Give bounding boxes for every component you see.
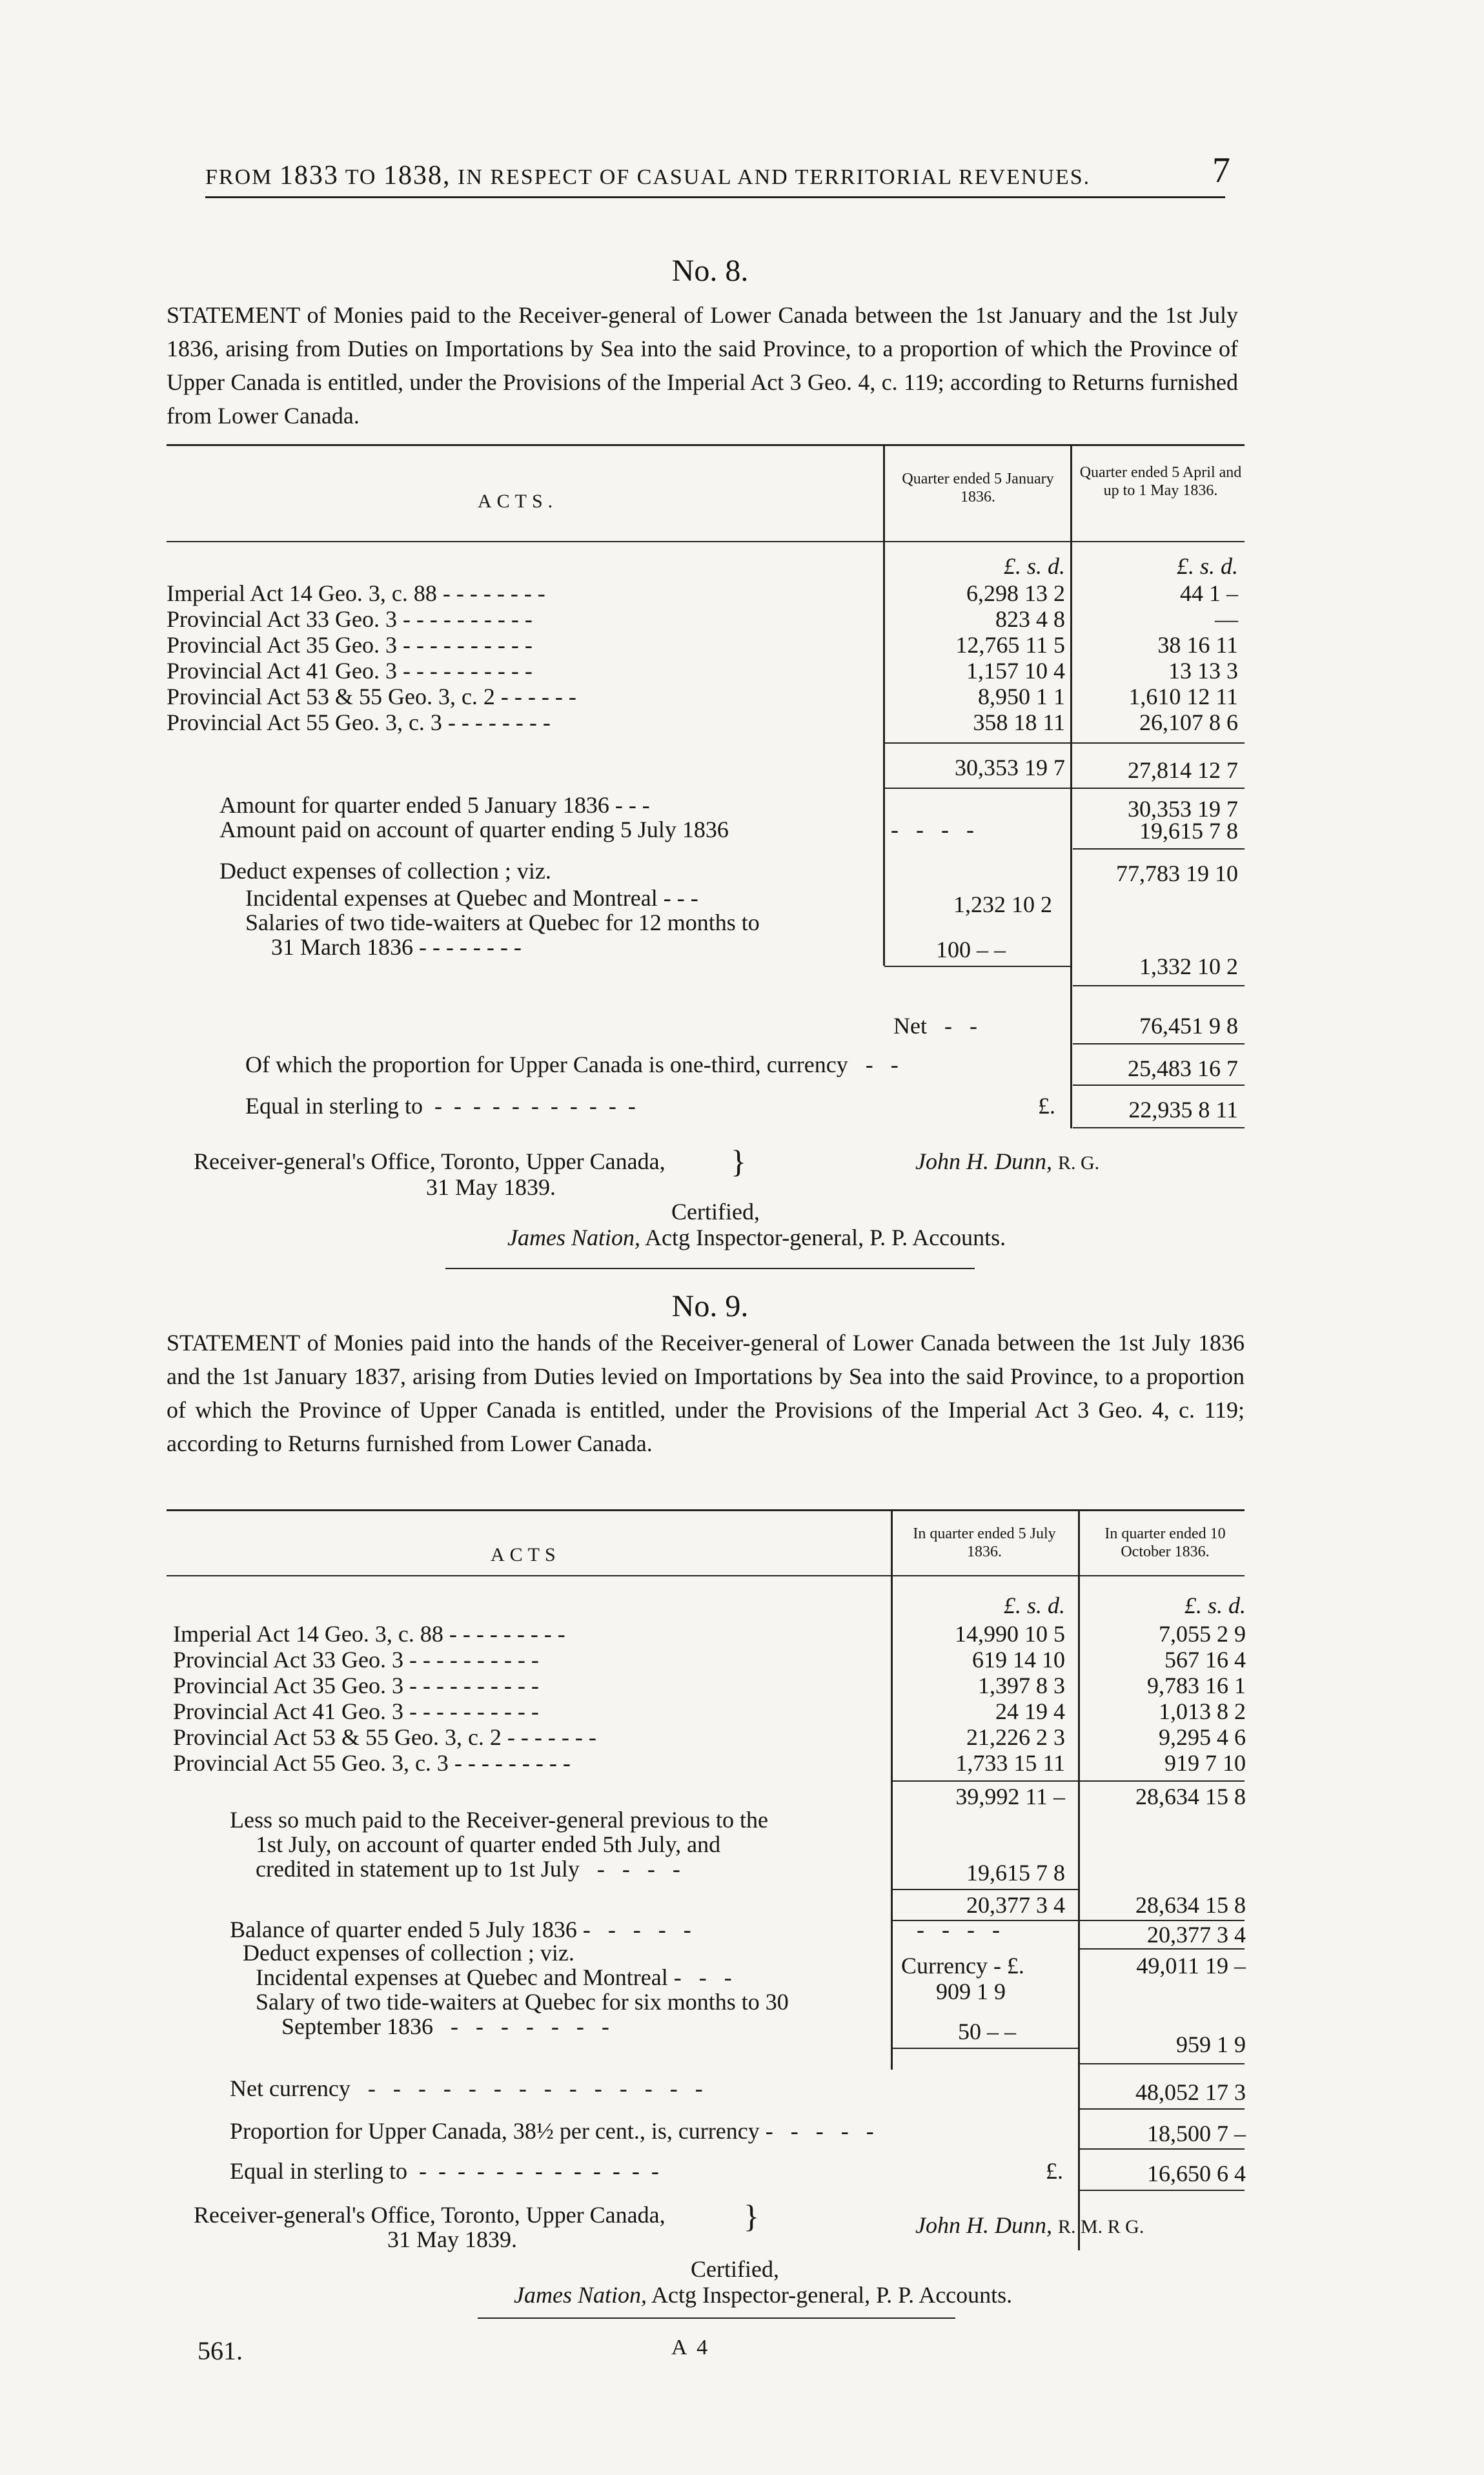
table-row: Provincial Act 33 Geo. 3 - - - - - - - - - - [173,1647,539,1673]
subtotal-rule [892,2048,1079,2049]
table-cell: 9,295 4 6 [1159,1724,1246,1750]
column-total: 30,353 19 7 [955,755,1065,780]
incidental-value: 909 1 9 [936,1979,1006,2004]
pound-symbol: £. [1046,2158,1063,2184]
total-rule [884,742,1245,744]
dash-leader: - - - - [917,1917,1000,1942]
unit-label: £. s. d. [1184,1593,1246,1618]
sterling-value: 16,650 6 4 [1147,2161,1246,2186]
table-cell: 567 16 4 [1164,1647,1246,1673]
table-row: Provincial Act 33 Geo. 3 - - - - - - - - - - [167,606,533,632]
column-header-quarter: In quarter ended 5 July 1836. [913,1525,1056,1560]
proportion-label: Of which the proportion for Upper Canada is one-third, currency - - [245,1052,899,1077]
running-header [205,160,1090,191]
dash-leader: - - - - [891,817,974,842]
total-rule [884,788,1245,789]
net-value: 48,052 17 3 [1135,2079,1246,2105]
amount-quarter-value: 30,353 19 7 [1128,796,1238,822]
net-label: Net - - [893,1013,977,1039]
column-header-quarter: Quarter ended 5 April and up to 1 May 1836. [1079,464,1242,499]
statement-intro: STATEMENT of Monies paid to the Receiver-general of Lower Canada between the 1st January and the 1st July 1836, arising from Duties on Importations by Sea into the said Province, to a proportion of which the Province of Upper Canada is entitled, under the Provisions of the Imperial Act 3 Geo. 4, c. 119; according to Returns furnished from Lower Canada. [167,302,1238,429]
header-bottom-rule [167,1575,1245,1576]
table-cell: 14,990 10 5 [955,1621,1065,1647]
table-cell: 1,733 15 11 [955,1750,1065,1776]
table-cell: 38 16 11 [1157,632,1238,658]
subtotal-rule [1079,2063,1245,2064]
salaries-value: 100 – – [936,937,1006,962]
document-number: 561. [198,2336,243,2365]
less-value: 19,615 7 8 [966,1860,1065,1886]
header-year: 1838, [383,161,451,190]
brace: } [744,2198,759,2234]
header-text: TO [345,165,377,189]
table-cell: 1,157 10 4 [966,658,1065,684]
table-top-rule [167,444,1245,446]
incidental-value: 1,232 10 2 [953,891,1052,917]
subtotal-rule [1073,1043,1245,1044]
table-cell: 8,950 1 1 [978,684,1065,709]
table-cell: 12,765 11 5 [955,632,1065,658]
subtotal-rule [1073,1085,1245,1086]
inspector-signature: James Nation, Actg Inspector-general, P. P. Accounts. [514,2282,1013,2308]
total-rule [892,1780,1245,1782]
office-line: Receiver-general's Office, Toronto, Upper Canada, [194,1148,666,1174]
subtotal-rule [1073,1127,1245,1128]
deduct-total: 77,783 19 10 [1116,861,1238,886]
subtotal-rule [1073,848,1245,850]
subtotal-rule [1073,985,1245,986]
subtotal-rule [1079,2148,1245,2150]
table-cell: 13 13 3 [1168,658,1238,684]
table-row: Provincial Act 35 Geo. 3 - - - - - - - - - - [173,1673,539,1698]
table-row: Provincial Act 53 & 55 Geo. 3, c. 2 - - - - - - [167,684,576,709]
subtotal-rule [1079,2190,1245,2191]
deduct-label: Deduct expenses of collection ; viz. [243,1940,574,1966]
table-cell: 823 4 8 [995,606,1065,632]
table-cell: 358 18 11 [973,709,1065,735]
section-title: No. 8. [671,254,749,288]
column-divider [883,444,885,966]
subtotal-rule [1079,1948,1245,1950]
amount-paid-value: 19,615 7 8 [1139,818,1238,844]
table-cell: 44 1 – [1180,580,1238,606]
header-text: IN RESPECT OF CASUAL AND TERRITORIAL REVENUES. [457,165,1091,189]
sterling-label: Equal in sterling to - - - - - - - - - - - - - [230,2158,659,2184]
column-total: 27,814 12 7 [1128,757,1238,783]
table-cell: 919 7 10 [1164,1750,1246,1776]
proportion-value: 25,483 16 7 [1128,1055,1238,1081]
page-number: 7 [1212,150,1230,190]
table-cell: 26,107 8 6 [1139,709,1238,735]
signature: John H. Dunn, R. M. R G. [915,2212,1144,2238]
column-header-quarter: Quarter ended 5 January 1836. [902,471,1054,505]
pound-symbol: £. [1038,1093,1055,1119]
table-cell: 7,055 2 9 [1159,1621,1246,1647]
office-date: 31 May 1839. [387,2226,517,2252]
column-divider [1070,444,1072,1128]
header-year: 1833 [279,161,339,190]
amount-quarter-label: Amount for quarter ended 5 January 1836 - - - [219,792,650,818]
deduct-label: Deduct expenses of collection ; viz. [219,858,551,884]
balance-value: 28,634 15 8 [1135,1892,1246,1918]
amount-paid-label: Amount paid on account of quarter ending 5 July 1836 [219,817,729,842]
inspector-signature: James Nation, Actg Inspector-general, P. P. Accounts. [507,1225,1006,1250]
proportion-value: 18,500 7 – [1147,2121,1246,2146]
unit-label: £. s. d. [1176,553,1238,579]
statement-intro: STATEMENT of Monies paid into the hands of the Receiver-general of Lower Canada between the 1st July 1836 and the 1st January 1837, arising from Duties levied on Importations by Sea into the said Province, to a proportion of which the Province of Upper Canada is entitled, under the Provisions of the Imperial Act 3 Geo. 4, c. 119; according to Returns furnished from Lower Canada. [167,1330,1245,1456]
table-cell: 24 19 4 [995,1698,1065,1724]
header-text: FROM [205,165,273,189]
table-row: Provincial Act 55 Geo. 3, c. 3 - - - - - - - - [167,709,551,735]
deduct-total: 49,011 19 – [1136,1953,1246,1979]
table-cell: 9,783 16 1 [1147,1673,1246,1698]
expenses-total: 959 1 9 [1176,2032,1246,2057]
balance-value: 20,377 3 4 [966,1892,1065,1918]
column-total: 39,992 11 – [955,1784,1065,1809]
less-label: 1st July, on account of quarter ended 5th July, and [256,1831,721,1857]
column-total: 28,634 15 8 [1135,1784,1246,1809]
table-cell: 619 14 10 [972,1647,1065,1673]
salaries-label: Salaries of two tide-waiters at Quebec for 12 months to [245,910,760,935]
table-row: Provincial Act 41 Geo. 3 - - - - - - - - - - [167,658,533,684]
brace: } [731,1143,746,1179]
salary-label: September 1836 - - - - - - - [281,2013,609,2039]
expenses-total: 1,332 10 2 [1139,953,1238,979]
sterling-label: Equal in sterling to - - - - - - - - - - - [245,1093,636,1119]
table-cell: 6,298 13 2 [966,580,1065,606]
column-header-quarter: In quarter ended 10 October 1836. [1104,1525,1226,1560]
certified-label: Certified, [671,1199,760,1225]
table-cell: 21,226 2 3 [966,1724,1065,1750]
section-title: No. 9. [671,1289,749,1323]
unit-label: £. s. d. [1003,1593,1065,1618]
table-cell: 1,013 8 2 [1159,1698,1246,1724]
proportion-label: Proportion for Upper Canada, 38½ per cent., is, currency - - - - - [230,2118,874,2144]
table-row: Provincial Act 41 Geo. 3 - - - - - - - - - - [173,1698,539,1724]
less-label: credited in statement up to 1st July - - - - [256,1856,680,1882]
column-header-acts: ACTS [491,1544,561,1565]
currency-label: Currency - £. [901,1953,1024,1979]
table-row: Provincial Act 53 & 55 Geo. 3, c. 2 - - - - - - - [173,1724,596,1750]
net-label: Net currency - - - - - - - - - - - - - - [230,2075,703,2101]
table-cell: — [1215,606,1238,632]
table-row: Imperial Act 14 Geo. 3, c. 88 - - - - - - - - - [173,1621,565,1647]
sterling-value: 22,935 8 11 [1128,1097,1238,1123]
table-cell: 1,610 12 11 [1128,684,1238,709]
incidental-label: Incidental expenses at Quebec and Montreal - - - [245,885,698,911]
subtotal-rule [892,1889,1079,1890]
column-divider [891,1509,893,2070]
balance-label: Balance of quarter ended 5 July 1836 - - - - - [230,1917,691,1942]
table-row: Provincial Act 35 Geo. 3 - - - - - - - - - - [167,632,533,658]
subtotal-rule [1079,2108,1245,2110]
salaries-label: 31 March 1836 - - - - - - - - [271,934,522,960]
section-divider [478,2317,955,2319]
column-divider [1078,1509,1080,2250]
office-date: 31 May 1839. [426,1174,556,1200]
header-rule [205,196,1225,198]
subtotal-rule [884,966,1072,967]
signature: John H. Dunn, R. G. [915,1148,1100,1174]
certified-label: Certified, [691,2256,779,2282]
column-header-acts: ACTS. [478,491,558,512]
table-row: Imperial Act 14 Geo. 3, c. 88 - - - - - - - - [167,580,545,606]
table-cell: 1,397 8 3 [978,1673,1065,1698]
salary-value: 50 – – [958,2019,1016,2044]
table-top-rule [167,1509,1245,1511]
salary-label: Salary of two tide-waiters at Quebec for six months to 30 [256,1989,789,2015]
section-divider [445,1268,975,1269]
balance-value: 20,377 3 4 [1147,1922,1246,1948]
table-row: Provincial Act 55 Geo. 3, c. 3 - - - - - - - - - [173,1750,571,1776]
less-label: Less so much paid to the Receiver-general previous to the [230,1807,769,1833]
incidental-label: Incidental expenses at Quebec and Montreal - - - [256,1964,732,1990]
office-line: Receiver-general's Office, Toronto, Upper Canada, [194,2202,666,2228]
net-value: 76,451 9 8 [1139,1013,1238,1039]
signature-mark: A 4 [671,2336,711,2359]
header-bottom-rule [167,541,1245,542]
unit-label: £. s. d. [1003,553,1065,579]
